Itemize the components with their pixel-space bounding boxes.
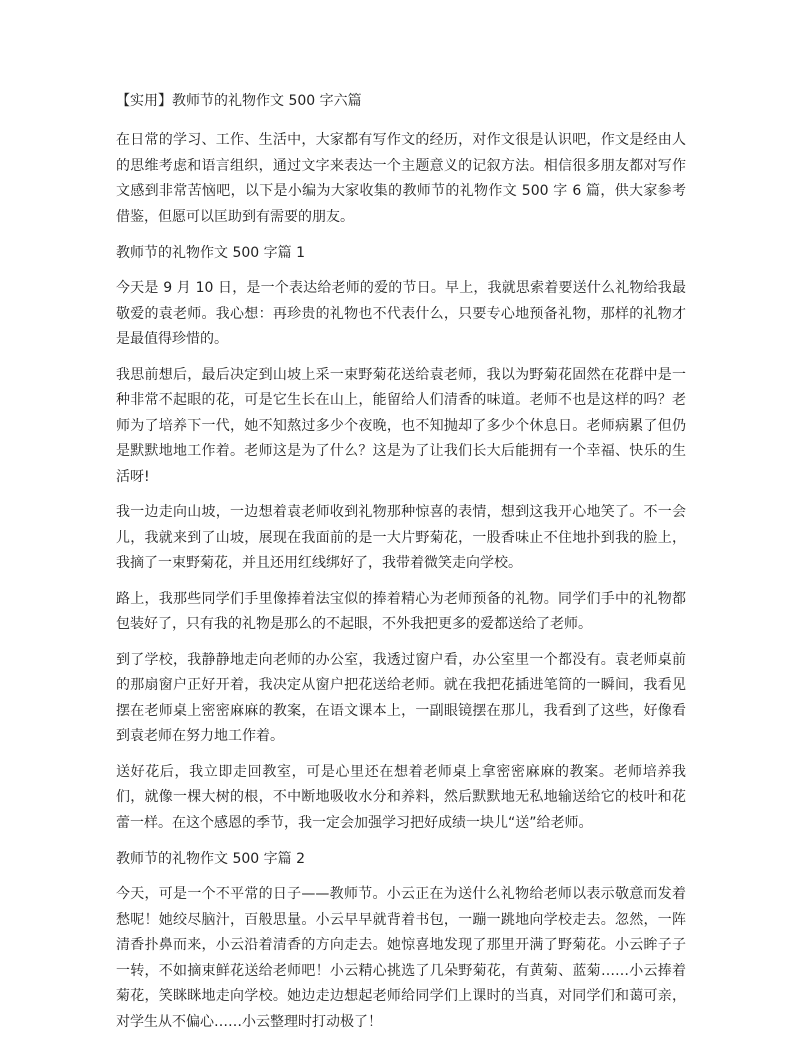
section-2 — [116, 846, 686, 1035]
paragraph: 今天，可是一个不平常的日子——教师节。小云正在为送什么礼物给老师以表示敬意而发着愁呢！她绞尽脑汁，百般思量。小云早早就背着书包，一蹦一跳地向学校走去。忽然，一阵清香扑鼻而来，小云沿着清香的方向走去。她惊喜地发现了那里开满了野菊花。小云眸子子一转，不如摘束鲜花送给老师吧！小云精心挑选了几朵野菊花，有黄菊、蓝菊……小云捧着菊花，笑眯眯地走向学校。她边走边想起老师给同学们上课时的当真，对同学们和蔼可亲，对学生从不偏心……小云整理时打动极了！ — [116, 886, 686, 1030]
paragraph: 我思前想后，最后决定到山坡上采一束野菊花送给袁老师，我以为野菊花固然在花群中是一种非常不起眼的花，可是它生长在山上，能留给人们清香的味道。老师不也是这样的吗？老师为了培养下一代，她不知熬过多少个夜晚，也不知抛却了多少个休息日。老师病累了但仍是默默地地工作着。老师这是为了什么？这是为了让我们长大后能拥有一个幸福、快乐的生活呀! — [116, 366, 686, 485]
paragraph: 路上，我那些同学们手里像捧着法宝似的捧着精心为老师预备的礼物。同学们手中的礼物都包装好了，只有我的礼物是那么的不起眼，不外我把更多的爱都送给了老师。 — [116, 590, 686, 632]
section-heading: 教师节的礼物作文 500 字篇 1 — [116, 245, 305, 261]
paragraph: 我一边走向山坡，一边想着袁老师收到礼物那种惊喜的表情，想到这我开心地笑了。不一会儿，我就来到了山坡，展现在我面前的是一大片野菊花，一股香味止不住地扑到我的脸上，我摘了一束野菊花，并且还用红线绑好了，我带着微笑走向学校。 — [116, 504, 686, 571]
intro-paragraph: 在日常的学习、工作、生活中，大家都有写作文的经历，对作文很是认识吧，作文是经由人的思维考虑和语言组织，通过文字来表达一个主题意义的记叙方法。相信很多朋友都对写作文感到非常苦恼吧，以下是小编为大家收集的教师节的礼物作文 500 字 6 篇，供大家参考借鉴，但愿可以匡助到有需要的朋友。 — [116, 132, 686, 225]
paragraph: 今天是 9 月 10 日，是一个表达给老师的爱的节日。早上，我就思索着要送什么礼物给我最敬爱的袁老师。我心想：再珍贵的礼物也不代表什么，只要专心地预备礼物，那样的礼物才是最值得珍惜的。 — [116, 280, 686, 347]
paragraph: 送好花后，我立即走回教室，可是心里还在想着老师桌上拿密密麻麻的教案。老师培养我们，就像一棵大树的根，不中断地吸收水分和养料，然后默默地无私地输送给它的枝叶和花蕾一样。在这个感恩的季节，我一定会加强学习把好成绩一块儿“送”给老师。 — [116, 763, 686, 831]
paragraph: 到了学校，我静静地走向老师的办公室，我透过窗户看，办公室里一个都没有。袁老师桌前的那扇窗户正好开着，我决定从窗户把花送给老师。就在我把花插进笔筒的一瞬间，我看见摆在老师桌上密密麻麻的教案，在语文课本上，一副眼镜摆在那儿，我看到了这些，好像看到袁老师在努力地工作着。 — [116, 651, 686, 744]
document-title: 【实用】教师节的礼物作文 500 字六篇 — [116, 93, 362, 109]
section-heading: 教师节的礼物作文 500 字篇 2 — [116, 851, 305, 867]
document-page — [116, 88, 686, 1045]
section-1 — [116, 240, 686, 836]
